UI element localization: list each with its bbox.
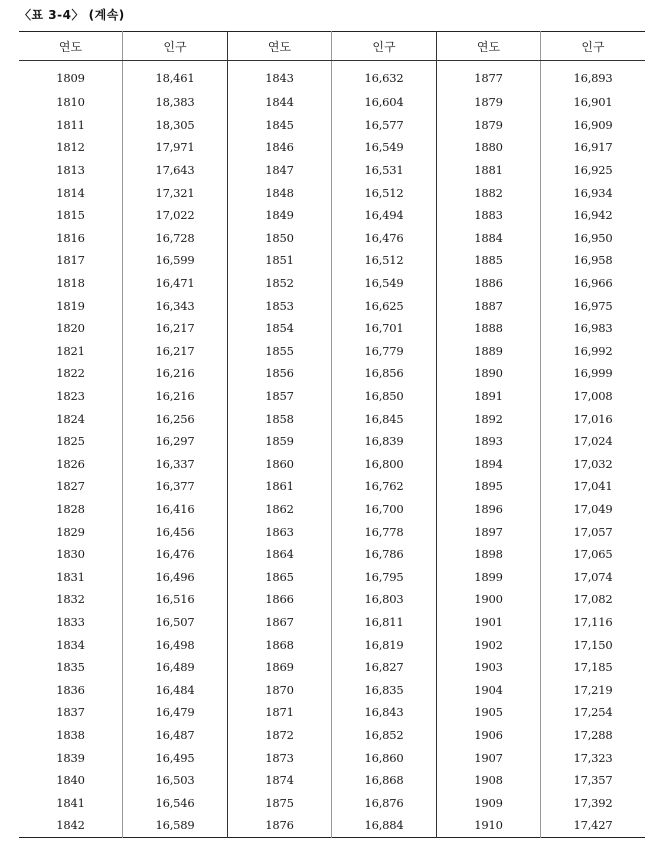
cell-year-1: 1821 (56, 343, 85, 358)
cell-year-2: 1874 (228, 769, 332, 792)
table-row (19, 588, 645, 611)
table-row (19, 294, 645, 317)
cell-year-2: 1856 (228, 362, 332, 385)
header-year-1: 연도 (19, 32, 123, 61)
cell-year-1: 1835 (56, 660, 85, 675)
cell-population-3: 17,427 (541, 814, 646, 837)
cell-year-1: 1817 (56, 253, 85, 268)
table-row (19, 791, 645, 814)
cell-population-2: 16,827 (332, 656, 437, 679)
cell-population-2: 16,811 (332, 611, 437, 634)
cell-year-2: 1850 (228, 227, 332, 250)
cell-year-1: 1826 (56, 456, 85, 471)
cell-population-1: 16,496 (123, 565, 228, 588)
cell-year-3: 1899 (437, 565, 541, 588)
cell-year-1: 1816 (56, 230, 85, 245)
cell-year-2: 1871 (228, 701, 332, 724)
cell-population-1: 16,599 (123, 249, 228, 272)
cell-year-2: 1853 (228, 294, 332, 317)
cell-population-3: 17,016 (541, 407, 646, 430)
cell-year-2: 1867 (228, 611, 332, 634)
cell-population-1: 16,498 (123, 633, 228, 656)
cell-population-1: 16,479 (123, 701, 228, 724)
cell-year-2: 1866 (228, 588, 332, 611)
cell-population-1: 16,476 (123, 543, 228, 566)
cell-year-3: 1900 (437, 588, 541, 611)
cell-population-2: 16,701 (332, 317, 437, 340)
cell-population-1: 16,507 (123, 611, 228, 634)
cell-population-2: 16,856 (332, 362, 437, 385)
table-row (19, 701, 645, 724)
cell-year-2: 1847 (228, 159, 332, 182)
cell-population-3: 17,357 (541, 769, 646, 792)
table-row (19, 633, 645, 656)
cell-year-1: 1832 (56, 592, 85, 607)
cell-population-2: 16,494 (332, 204, 437, 227)
cell-population-1: 16,456 (123, 520, 228, 543)
cell-year-2: 1876 (228, 814, 332, 837)
cell-population-3: 16,893 (541, 61, 646, 92)
cell-population-1: 16,728 (123, 227, 228, 250)
cell-population-1: 16,487 (123, 724, 228, 747)
cell-year-3: 1897 (437, 520, 541, 543)
cell-year-3: 1894 (437, 453, 541, 476)
table-row (19, 91, 645, 114)
cell-year-3: 1910 (437, 814, 541, 837)
cell-year-1: 1830 (56, 547, 85, 562)
cell-population-3: 17,116 (541, 611, 646, 634)
header-population-3: 인구 (541, 32, 646, 61)
cell-year-3: 1889 (437, 340, 541, 363)
cell-population-1: 18,383 (123, 91, 228, 114)
table-row (19, 498, 645, 521)
cell-year-2: 1855 (228, 340, 332, 363)
cell-year-2: 1860 (228, 453, 332, 476)
cell-population-1: 16,256 (123, 407, 228, 430)
cell-population-2: 16,819 (332, 633, 437, 656)
table-row (19, 611, 645, 634)
cell-year-1: 1823 (56, 389, 85, 404)
cell-year-1: 1833 (56, 614, 85, 629)
cell-population-2: 16,762 (332, 475, 437, 498)
cell-population-3: 17,219 (541, 678, 646, 701)
cell-year-3: 1884 (437, 227, 541, 250)
cell-year-1: 1839 (56, 750, 85, 765)
cell-year-1: 1810 (56, 95, 85, 110)
table-row (19, 746, 645, 769)
cell-population-1: 16,503 (123, 769, 228, 792)
cell-year-2: 1851 (228, 249, 332, 272)
cell-year-2: 1863 (228, 520, 332, 543)
cell-year-1: 1820 (56, 321, 85, 336)
cell-year-3: 1896 (437, 498, 541, 521)
cell-population-3: 16,975 (541, 294, 646, 317)
table-row (19, 475, 645, 498)
table-row (19, 453, 645, 476)
cell-year-1: 1813 (56, 163, 85, 178)
cell-year-2: 1870 (228, 678, 332, 701)
cell-population-1: 16,484 (123, 678, 228, 701)
cell-population-1: 16,217 (123, 317, 228, 340)
cell-population-2: 16,803 (332, 588, 437, 611)
cell-population-3: 17,024 (541, 430, 646, 453)
cell-year-3: 1898 (437, 543, 541, 566)
cell-year-2: 1875 (228, 791, 332, 814)
table-row (19, 543, 645, 566)
cell-year-2: 1873 (228, 746, 332, 769)
cell-year-2: 1843 (228, 61, 332, 92)
cell-year-3: 1877 (437, 61, 541, 92)
cell-population-1: 16,343 (123, 294, 228, 317)
cell-population-2: 16,835 (332, 678, 437, 701)
cell-population-3: 17,392 (541, 791, 646, 814)
table-row (19, 136, 645, 159)
cell-year-3: 1905 (437, 701, 541, 724)
cell-population-2: 16,884 (332, 814, 437, 837)
cell-year-1: 1836 (56, 682, 85, 697)
cell-year-3: 1879 (437, 114, 541, 137)
cell-population-3: 16,983 (541, 317, 646, 340)
header-population-2: 인구 (332, 32, 437, 61)
cell-year-2: 1864 (228, 543, 332, 566)
cell-year-1: 1822 (56, 366, 85, 381)
cell-population-3: 16,999 (541, 362, 646, 385)
cell-year-2: 1857 (228, 385, 332, 408)
cell-population-1: 16,216 (123, 362, 228, 385)
header-year-3: 연도 (437, 32, 541, 61)
cell-year-1: 1841 (56, 795, 85, 810)
cell-year-1: 1837 (56, 705, 85, 720)
cell-population-3: 17,323 (541, 746, 646, 769)
cell-year-3: 1909 (437, 791, 541, 814)
cell-year-3: 1901 (437, 611, 541, 634)
cell-population-1: 16,297 (123, 430, 228, 453)
cell-population-2: 16,839 (332, 430, 437, 453)
cell-year-2: 1845 (228, 114, 332, 137)
population-table (19, 31, 645, 838)
cell-year-2: 1848 (228, 181, 332, 204)
cell-population-3: 17,057 (541, 520, 646, 543)
cell-year-1: 1814 (56, 185, 85, 200)
cell-population-3: 17,254 (541, 701, 646, 724)
table-row (19, 814, 645, 837)
cell-population-1: 16,495 (123, 746, 228, 769)
cell-year-1: 1842 (56, 818, 85, 833)
cell-population-1: 18,461 (123, 61, 228, 92)
cell-year-1: 1809 (56, 71, 85, 85)
cell-year-3: 1882 (437, 181, 541, 204)
table-body (19, 61, 645, 838)
cell-population-3: 16,942 (541, 204, 646, 227)
cell-population-2: 16,632 (332, 61, 437, 92)
cell-year-3: 1880 (437, 136, 541, 159)
table-row (19, 204, 645, 227)
cell-population-3: 16,909 (541, 114, 646, 137)
cell-population-2: 16,476 (332, 227, 437, 250)
cell-population-2: 16,549 (332, 136, 437, 159)
cell-population-1: 16,546 (123, 791, 228, 814)
cell-year-2: 1861 (228, 475, 332, 498)
cell-population-2: 16,531 (332, 159, 437, 182)
cell-year-2: 1852 (228, 272, 332, 295)
table-row (19, 114, 645, 137)
cell-population-2: 16,512 (332, 181, 437, 204)
cell-population-2: 16,577 (332, 114, 437, 137)
cell-population-3: 17,150 (541, 633, 646, 656)
table-row (19, 181, 645, 204)
cell-population-3: 17,032 (541, 453, 646, 476)
cell-year-2: 1862 (228, 498, 332, 521)
cell-population-1: 16,216 (123, 385, 228, 408)
cell-population-2: 16,860 (332, 746, 437, 769)
table-row (19, 430, 645, 453)
cell-population-2: 16,800 (332, 453, 437, 476)
table-row (19, 272, 645, 295)
cell-year-1: 1840 (56, 773, 85, 788)
cell-year-3: 1908 (437, 769, 541, 792)
table-row (19, 678, 645, 701)
cell-year-1: 1819 (56, 298, 85, 313)
cell-population-2: 16,512 (332, 249, 437, 272)
table-row (19, 656, 645, 679)
cell-year-3: 1895 (437, 475, 541, 498)
cell-population-2: 16,779 (332, 340, 437, 363)
cell-year-2: 1846 (228, 136, 332, 159)
cell-year-3: 1904 (437, 678, 541, 701)
cell-year-2: 1849 (228, 204, 332, 227)
cell-population-3: 17,049 (541, 498, 646, 521)
cell-year-1: 1838 (56, 727, 85, 742)
cell-population-3: 16,934 (541, 181, 646, 204)
header-year-2: 연도 (228, 32, 332, 61)
cell-population-1: 17,971 (123, 136, 228, 159)
table-row (19, 227, 645, 250)
cell-year-3: 1888 (437, 317, 541, 340)
cell-year-2: 1859 (228, 430, 332, 453)
cell-year-1: 1829 (56, 524, 85, 539)
cell-year-1: 1815 (56, 208, 85, 223)
cell-population-2: 16,625 (332, 294, 437, 317)
table-row (19, 362, 645, 385)
cell-year-2: 1858 (228, 407, 332, 430)
cell-population-2: 16,843 (332, 701, 437, 724)
cell-population-3: 17,185 (541, 656, 646, 679)
cell-population-2: 16,700 (332, 498, 437, 521)
table-row (19, 565, 645, 588)
cell-population-1: 16,471 (123, 272, 228, 295)
cell-population-1: 16,416 (123, 498, 228, 521)
table-row (19, 769, 645, 792)
cell-year-3: 1903 (437, 656, 541, 679)
table-row (19, 724, 645, 747)
table-row (19, 249, 645, 272)
cell-population-2: 16,795 (332, 565, 437, 588)
cell-population-3: 16,925 (541, 159, 646, 182)
cell-year-3: 1886 (437, 272, 541, 295)
cell-population-3: 16,950 (541, 227, 646, 250)
cell-year-1: 1831 (56, 569, 85, 584)
cell-year-3: 1885 (437, 249, 541, 272)
cell-year-3: 1902 (437, 633, 541, 656)
cell-year-3: 1906 (437, 724, 541, 747)
cell-year-3: 1891 (437, 385, 541, 408)
cell-year-3: 1890 (437, 362, 541, 385)
cell-year-2: 1872 (228, 724, 332, 747)
table-caption: 〈표 3-4〉 (계속) (19, 8, 125, 22)
table-row (19, 317, 645, 340)
cell-population-1: 17,022 (123, 204, 228, 227)
cell-population-3: 16,901 (541, 91, 646, 114)
cell-year-3: 1907 (437, 746, 541, 769)
cell-year-2: 1854 (228, 317, 332, 340)
cell-year-1: 1828 (56, 501, 85, 516)
cell-population-2: 16,852 (332, 724, 437, 747)
cell-year-3: 1892 (437, 407, 541, 430)
cell-population-1: 17,321 (123, 181, 228, 204)
cell-population-1: 16,516 (123, 588, 228, 611)
cell-year-1: 1824 (56, 411, 85, 426)
table-row (19, 385, 645, 408)
cell-population-3: 17,288 (541, 724, 646, 747)
table-row (19, 407, 645, 430)
cell-population-3: 17,065 (541, 543, 646, 566)
cell-population-2: 16,876 (332, 791, 437, 814)
cell-population-2: 16,786 (332, 543, 437, 566)
cell-year-2: 1868 (228, 633, 332, 656)
table-row (19, 159, 645, 182)
table-row (19, 520, 645, 543)
table-row (19, 61, 645, 92)
cell-year-1: 1811 (56, 117, 85, 132)
cell-population-1: 16,337 (123, 453, 228, 476)
cell-year-3: 1887 (437, 294, 541, 317)
cell-year-2: 1869 (228, 656, 332, 679)
cell-population-1: 16,489 (123, 656, 228, 679)
cell-population-2: 16,868 (332, 769, 437, 792)
cell-year-1: 1812 (56, 140, 85, 155)
cell-population-3: 16,917 (541, 136, 646, 159)
cell-population-3: 16,958 (541, 249, 646, 272)
cell-population-3: 17,008 (541, 385, 646, 408)
cell-population-2: 16,778 (332, 520, 437, 543)
cell-population-3: 17,082 (541, 588, 646, 611)
cell-population-2: 16,549 (332, 272, 437, 295)
cell-year-3: 1879 (437, 91, 541, 114)
cell-year-3: 1883 (437, 204, 541, 227)
cell-population-1: 16,217 (123, 340, 228, 363)
table-row (19, 340, 645, 363)
header-population-1: 인구 (123, 32, 228, 61)
cell-population-3: 16,992 (541, 340, 646, 363)
cell-year-1: 1827 (56, 479, 85, 494)
cell-population-3: 16,966 (541, 272, 646, 295)
cell-population-3: 17,074 (541, 565, 646, 588)
cell-population-2: 16,845 (332, 407, 437, 430)
cell-population-1: 16,377 (123, 475, 228, 498)
cell-year-2: 1844 (228, 91, 332, 114)
cell-year-3: 1881 (437, 159, 541, 182)
cell-year-3: 1893 (437, 430, 541, 453)
cell-population-1: 17,643 (123, 159, 228, 182)
cell-population-1: 18,305 (123, 114, 228, 137)
table-header-row (19, 32, 645, 61)
cell-population-2: 16,850 (332, 385, 437, 408)
cell-year-1: 1825 (56, 434, 85, 449)
cell-year-1: 1818 (56, 276, 85, 291)
cell-population-1: 16,589 (123, 814, 228, 837)
cell-year-1: 1834 (56, 637, 85, 652)
cell-population-2: 16,604 (332, 91, 437, 114)
cell-population-3: 17,041 (541, 475, 646, 498)
cell-year-2: 1865 (228, 565, 332, 588)
